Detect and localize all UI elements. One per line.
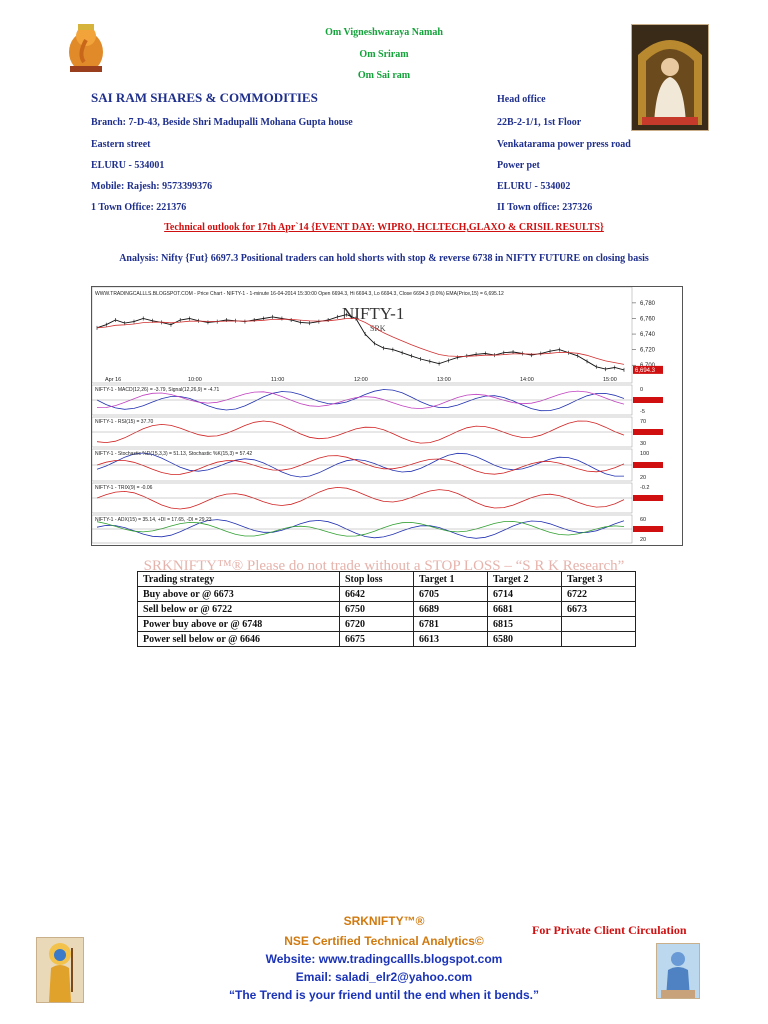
price-tag-label: 6,694.3	[635, 367, 656, 374]
table-cell: 6673	[562, 602, 636, 617]
table-cell: 6613	[414, 632, 488, 647]
table-cell: Power buy above or @ 6748	[138, 617, 340, 632]
footer-email: Email: saladi_elr2@yahoo.com	[295, 970, 473, 984]
head-office-address: 22B-2-1/1, 1st Floor	[497, 117, 582, 128]
indicator-tick-label: 60	[640, 517, 647, 523]
town-office-2: II Town office: 237326	[497, 202, 593, 213]
footer-website: Website: www.tradingcallls.blogspot.com	[265, 952, 503, 966]
header-strategy: Trading strategy	[138, 572, 340, 587]
analysis-text: Analysis: Nifty {Fut} 6697.3 Positional traders can hold shorts with stop & reverse 6738 in NIFTY FUTURE on closing basis	[119, 253, 649, 264]
header-target-3: Target 3	[562, 572, 636, 587]
town-office-1: 1 Town Office: 221376	[91, 202, 187, 213]
branch-line: Branch: 7-D-43, Beside Shri Madupalli Mohana Gupta house	[91, 117, 353, 128]
indicator-tick-label: 20	[640, 537, 647, 543]
city-line-left: ELURU - 534001	[91, 160, 165, 171]
table-cell: 6781	[414, 617, 488, 632]
footer-certified: NSE Certified Technical Analytics©	[284, 934, 484, 948]
indicator-panel-label: NIFTY-1 - ADX(15) = 35.14, +DI = 17.65, -DI = 29.23	[95, 517, 212, 523]
table-cell: 6689	[414, 602, 488, 617]
table-cell: 6720	[340, 617, 414, 632]
x-axis-label: 10:00	[188, 377, 202, 383]
indicator-value-tag	[633, 495, 663, 501]
mobile-line: Mobile: Rajesh: 9573399376	[91, 181, 213, 192]
street-line: Eastern street	[91, 139, 151, 150]
table-cell: 6681	[488, 602, 562, 617]
table-cell: 6705	[414, 587, 488, 602]
price-chart	[91, 286, 683, 546]
indicator-value-tag	[633, 397, 663, 403]
indicator-tick-label: 0	[640, 387, 644, 393]
indicator-panel-label: NIFTY-1 - Stochastic %D(15,3,3) = 51.13, Stochastic %K(15,3) = 57.42	[95, 451, 253, 457]
indicator-tick-label: 70	[640, 419, 647, 425]
footer-quote: “The Trend is your friend until the end when it bends.”	[228, 988, 540, 1002]
indicator-panel-label: NIFTY-1 - RSI(15) = 37.70	[95, 419, 154, 425]
x-axis-label: 13:00	[437, 377, 451, 383]
head-office-area: Power pet	[497, 160, 540, 171]
x-axis-label: 15:00	[603, 377, 617, 383]
table-cell: Power sell below or @ 6646	[138, 632, 340, 647]
table-cell: 6815	[488, 617, 562, 632]
x-axis-label: 11:00	[271, 377, 285, 383]
table-cell: 6750	[340, 602, 414, 617]
header-target-1: Target 1	[414, 572, 488, 587]
table-cell	[562, 617, 636, 632]
indicator-tick-label: -5	[640, 409, 645, 415]
head-office-road: Venkatarama power press road	[497, 139, 631, 150]
x-axis-label: 12:00	[354, 377, 368, 383]
private-circulation: For Private Client Circulation	[532, 923, 687, 937]
indicator-panel-label: NIFTY-1 - TRIX(9) = -0.06	[95, 485, 153, 491]
chart-header: WWW.TRADINGCALLLS.BLOGSPOT.COM - Price Chart - NIFTY-1 - 1-minute 16-04-2014 15:30:00 Open 6694.3, Hi 6694.3, Lo 6694.3, Close 6694.3 (0.0%) EMA(Price,15) = 6,695.12	[95, 291, 504, 297]
table-cell: Sell below or @ 6722	[138, 602, 340, 617]
indicator-panel-label: NIFTY-1 - MACD(12,26) = -3.79, Signal(12,26,9) = -4.71	[95, 387, 220, 393]
price-tick-label: 6,740	[640, 332, 656, 339]
table-cell: Buy above or @ 6673	[138, 587, 340, 602]
table-cell: 6580	[488, 632, 562, 647]
technical-outlook: Technical outlook for 17th Apr`14 {EVENT DAY: WIPRO, HCLTECH,GLAXO & CRISIL RESULTS}	[164, 222, 604, 233]
price-tick-label: 6,780	[640, 300, 656, 307]
indicator-tick-label: -0.2	[640, 485, 650, 491]
company-name: SAI RAM SHARES & COMMODITIES	[91, 90, 318, 105]
table-header-row	[138, 572, 636, 587]
table-cell: 6642	[340, 587, 414, 602]
top-line-1: Om Vigneshwaraya Namah	[325, 27, 443, 38]
x-axis-label: 14:00	[520, 377, 534, 383]
chart-watermark: SRK	[370, 324, 386, 333]
table-cell: 6722	[562, 587, 636, 602]
top-line-3: Om Sai ram	[357, 70, 411, 81]
chart-title: NIFTY-1	[342, 304, 405, 323]
table-row	[138, 602, 636, 617]
table-row	[138, 587, 636, 602]
strategy-table	[137, 571, 636, 647]
chart-svg	[92, 287, 682, 545]
indicator-tick-label: 30	[640, 441, 647, 447]
head-office-label: Head office	[497, 94, 546, 105]
table-row	[138, 617, 636, 632]
price-tick-label: 6,720	[640, 347, 656, 354]
footer-brand: SRKNIFTY™®	[343, 914, 425, 928]
table-cell: 6675	[340, 632, 414, 647]
top-line-2: Om Sriram	[359, 49, 409, 60]
indicator-tick-label: 100	[640, 451, 650, 457]
table-cell	[562, 632, 636, 647]
city-line-right: ELURU - 534002	[497, 181, 571, 192]
indicator-tick-label: 20	[640, 475, 647, 481]
table-cell: 6714	[488, 587, 562, 602]
stop-loss-banner: SRKNIFTY™® Please do not trade without a STOP LOSS – “S R K Research”	[143, 558, 625, 574]
x-axis-label: Apr 16	[105, 377, 122, 383]
table-row	[138, 632, 636, 647]
indicator-value-tag	[633, 526, 663, 532]
header-target-2: Target 2	[488, 572, 562, 587]
indicator-value-tag	[633, 429, 663, 435]
header-stop-loss: Stop loss	[340, 572, 414, 587]
indicator-value-tag	[633, 462, 663, 468]
price-tick-label: 6,760	[640, 316, 656, 323]
